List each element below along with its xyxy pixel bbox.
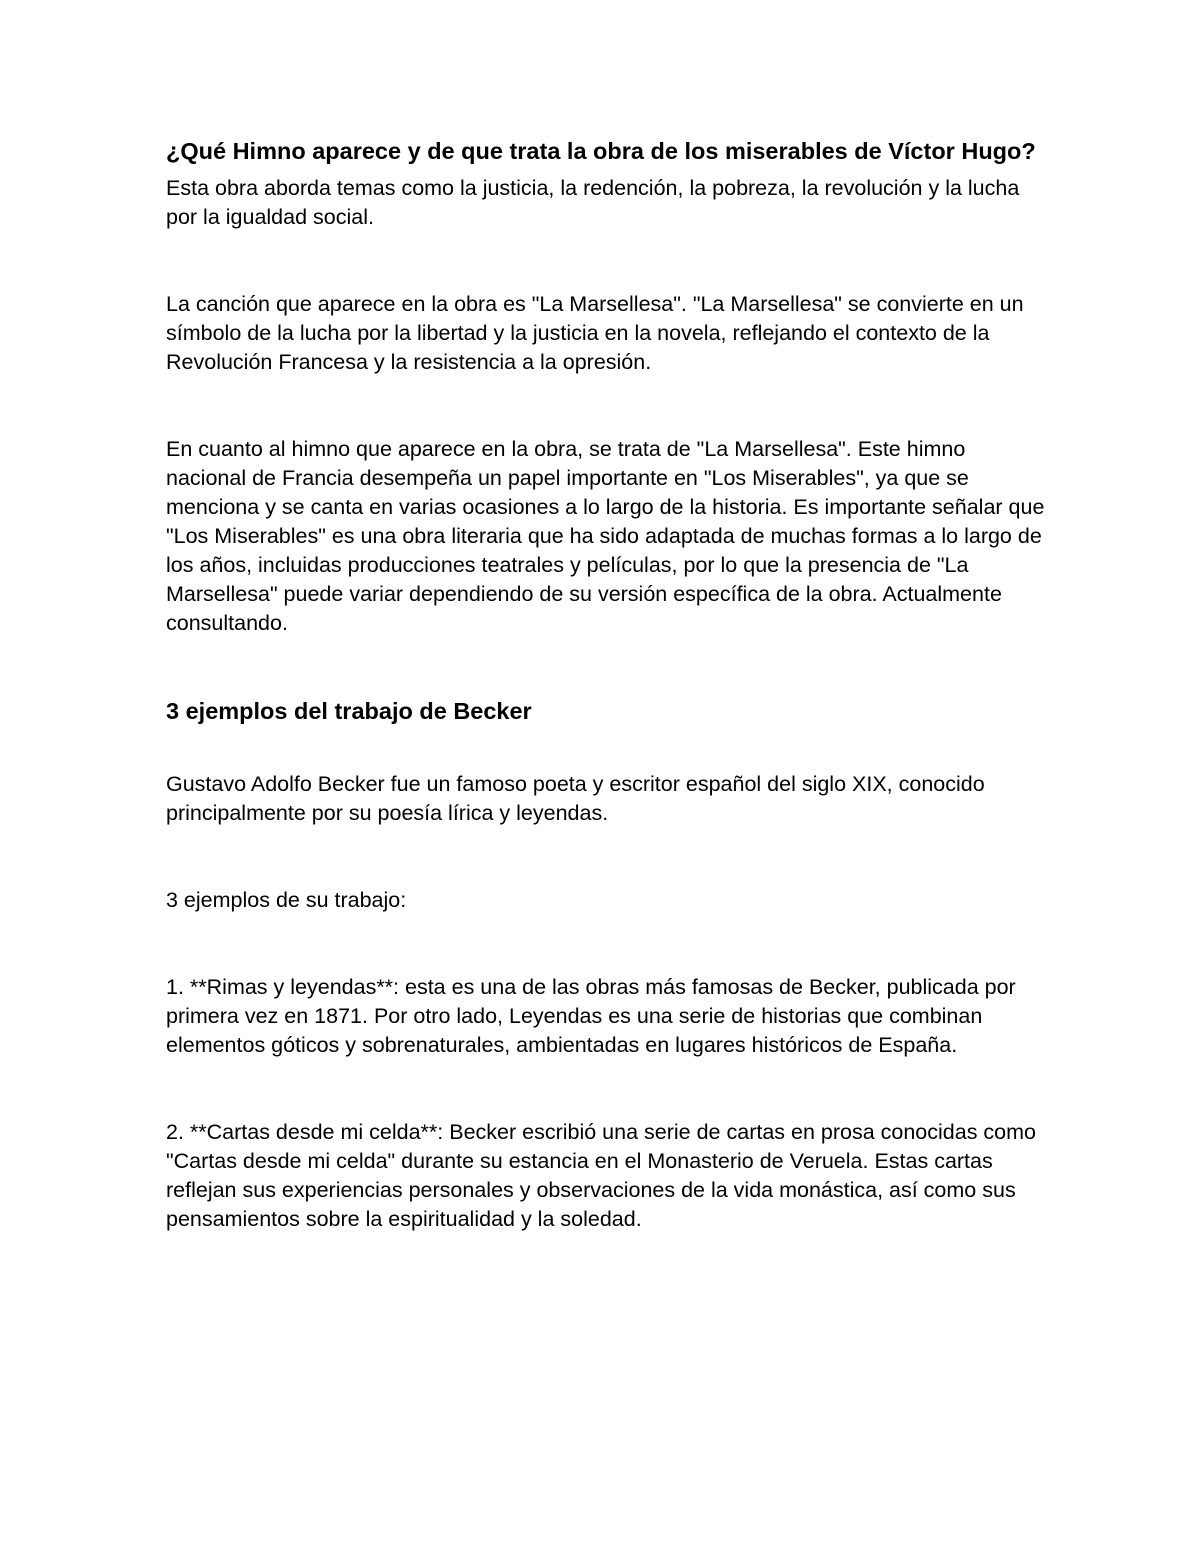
section2-paragraph-4: 2. **Cartas desde mi celda**: Becker escribió una serie de cartas en prosa conocidas como "Cartas desde mi celda" durante su estancia en el Monasterio de Veruela. Estas cartas reflejan sus experiencias personales y observaciones de la vida monástica, así como sus pensamientos sobre la espiritualidad y la soledad.	[166, 1120, 1037, 1231]
section1-paragraph-1: Esta obra aborda temas como la justicia, la redención, la pobreza, la revolución y la lucha por la igualdad social.	[166, 176, 1020, 229]
section2-heading: 3 ejemplos del trabajo de Becker	[166, 698, 532, 724]
document-page	[166, 136, 1046, 1234]
section1-paragraph-2: La canción que aparece en la obra es "La Marsellesa". "La Marsellesa" se convierte en un símbolo de la lucha por la libertad y la justicia en la novela, reflejando el contexto de la Revolución Francesa y la resistencia a la opresión.	[166, 292, 1024, 374]
section2-paragraph-1: Gustavo Adolfo Becker fue un famoso poeta y escritor español del siglo XIX, conocido principalmente por su poesía lírica y leyendas.	[166, 772, 985, 825]
section2-paragraph-3: 1. **Rimas y leyendas**: esta es una de las obras más famosas de Becker, publicada por primera vez en 1871. Por otro lado, Leyendas es una serie de historias que combinan elementos góticos y sobrenaturales, ambientadas en lugares históricos de España.	[166, 975, 1016, 1057]
section1-paragraph-3: En cuanto al himno que aparece en la obra, se trata de "La Marsellesa". Este himno nacional de Francia desempeña un papel importante en "Los Miserables", ya que se menciona y se canta en varias ocasiones a lo largo de la historia. Es importante señalar que "Los Miserables" es una obra literaria que ha sido adaptada de muchas formas a lo largo de los años, incluidas producciones teatrales y películas, por lo que la presencia de "La Marsellesa" puede variar dependiendo de su versión específica de la obra. Actualmente consultando.	[166, 437, 1045, 635]
section2-paragraph-2: 3 ejemplos de su trabajo:	[166, 888, 407, 912]
section1-heading: ¿Qué Himno aparece y de que trata la obra de los miserables de Víctor Hugo?	[166, 138, 1036, 164]
